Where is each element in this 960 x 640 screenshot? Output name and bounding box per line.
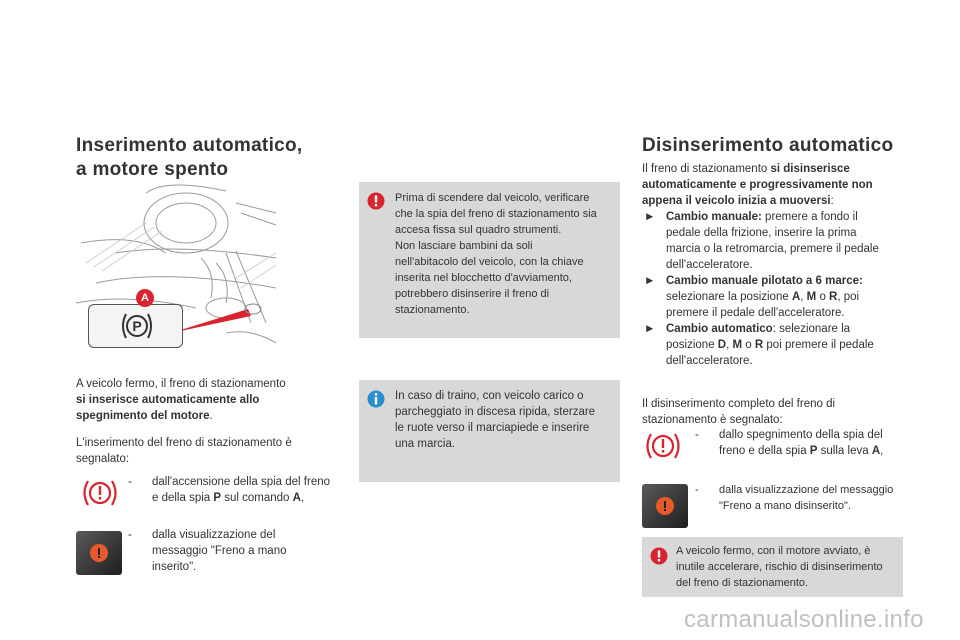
svg-text:P: P bbox=[132, 318, 142, 334]
text-line: premere a fondo il bbox=[761, 211, 858, 223]
text-line: una marcia. bbox=[395, 438, 456, 450]
left-item-2 bbox=[128, 527, 343, 575]
right-title: Disinserimento automatico bbox=[642, 135, 894, 156]
text-line: sul comando bbox=[221, 492, 293, 504]
text-line: si inserisce automaticamente allo bbox=[76, 394, 260, 406]
text-line: si disinserisce bbox=[770, 163, 850, 175]
right-item-1 bbox=[695, 427, 910, 459]
text-line: M bbox=[732, 339, 743, 351]
text-line: R bbox=[829, 291, 838, 303]
text-line: o bbox=[742, 339, 755, 351]
warning-text bbox=[395, 190, 615, 318]
text-line: pedale della frizione, inserire la prima bbox=[666, 227, 857, 239]
text-line: inutile accelerare, rischio di disinserimento bbox=[676, 561, 883, 573]
text-line: spegnimento del motore bbox=[76, 410, 210, 422]
text-line: appena il veicolo inizia a muoversi bbox=[642, 195, 831, 207]
text-line: M bbox=[806, 291, 817, 303]
bullet-automatic bbox=[642, 321, 912, 369]
text-line: L'inserimento del freno di stazionamento è bbox=[76, 437, 292, 449]
text-line: "Freno a mano disinserito". bbox=[719, 500, 851, 512]
text-line: marcia o la retromarcia, premere il pedale bbox=[666, 243, 879, 255]
watermark: carmanualsonline.info bbox=[684, 606, 924, 633]
warning-box-middle bbox=[359, 182, 620, 338]
text-line: inserita nel blocchetto d'avviamento, bbox=[395, 272, 572, 284]
dash: - bbox=[695, 484, 699, 496]
text-line: del freno di stazionamento. bbox=[676, 577, 809, 589]
text-line: dallo spegnimento della spia del bbox=[719, 429, 883, 441]
right-item-2 bbox=[695, 482, 910, 514]
info-text bbox=[395, 388, 617, 452]
text-line: parcheggiato in discesa ripida, sterzare bbox=[395, 406, 596, 418]
bullet-pilotato bbox=[642, 273, 912, 321]
text-line: , poi bbox=[837, 291, 860, 303]
text-line: selezionare la posizione bbox=[666, 291, 792, 303]
message-brake-icon bbox=[90, 544, 108, 562]
text-line: P bbox=[809, 445, 818, 457]
text-line: R bbox=[754, 339, 764, 351]
left-item-1 bbox=[128, 474, 343, 506]
text-line: A bbox=[871, 445, 881, 457]
text-line: dall'accensione della spia del freno bbox=[152, 476, 331, 488]
brake-warning-icon-right bbox=[643, 430, 683, 462]
text-line: poi premere il pedale bbox=[763, 339, 874, 351]
text-line: nell'abitacolo del veicolo, con la chiave bbox=[395, 256, 584, 268]
text-line: , bbox=[300, 492, 305, 504]
text-line: Cambio automatico bbox=[666, 323, 773, 335]
info-box-middle bbox=[359, 380, 620, 482]
text-line: : bbox=[830, 195, 834, 207]
right-intro bbox=[642, 161, 912, 209]
warning-box-right bbox=[642, 537, 903, 597]
callout-a-badge: A bbox=[136, 289, 154, 307]
text-line: freno e della spia bbox=[719, 445, 810, 457]
warning-text-right bbox=[676, 543, 901, 591]
right-bullet-list bbox=[642, 209, 912, 369]
text-line: D bbox=[717, 339, 727, 351]
text-line: le ruote verso il marciapiede e inserire bbox=[395, 422, 590, 434]
parking-brake-switch bbox=[88, 304, 183, 348]
text-line: accesa fissa sul quadro strumenti. bbox=[395, 224, 562, 236]
text-line: Il disinserimento completo del freno di bbox=[642, 398, 836, 410]
bullet-icon: ► bbox=[644, 275, 656, 287]
left-paragraph-2 bbox=[76, 435, 346, 467]
text-line: premere il pedale dell'acceleratore. bbox=[666, 307, 845, 319]
text-line: A veicolo fermo, con il motore avviato, è bbox=[676, 545, 871, 557]
bullet-manual bbox=[642, 209, 912, 273]
bullet-icon: ► bbox=[644, 211, 656, 223]
text-line: , bbox=[880, 445, 884, 457]
info-icon bbox=[367, 390, 385, 408]
text-line: In caso di traino, con veicolo carico o bbox=[395, 390, 584, 402]
text-line: , bbox=[800, 291, 807, 303]
text-line: dalla visualizzazione del messaggio bbox=[719, 484, 894, 496]
text-line: potrebbero disinserire il freno di bbox=[395, 288, 550, 300]
text-line: P bbox=[213, 492, 222, 504]
text-line: stazionamento è segnalato: bbox=[642, 414, 783, 426]
text-line: stazionamento. bbox=[395, 304, 470, 316]
text-line: . bbox=[209, 410, 213, 422]
text-line: messaggio "Freno a mano bbox=[152, 545, 287, 557]
dash: - bbox=[695, 429, 699, 441]
bullet-icon: ► bbox=[644, 323, 656, 335]
text-line: A bbox=[292, 492, 301, 504]
text-line: , bbox=[726, 339, 733, 351]
text-line: Cambio manuale: bbox=[666, 211, 762, 223]
left-title-line2: a motore spento bbox=[76, 159, 229, 180]
text-line: automaticamente e progressivamente non bbox=[642, 179, 873, 191]
dash: - bbox=[128, 529, 132, 541]
right-paragraph-2 bbox=[642, 396, 912, 428]
text-line: posizione bbox=[666, 339, 718, 351]
warning-exclamation-icon bbox=[650, 547, 668, 565]
text-line: : selezionare la bbox=[772, 323, 851, 335]
text-line: Non lasciare bambini da soli bbox=[395, 240, 533, 252]
text-line: Prima di scendere dal veicolo, verificare bbox=[395, 192, 590, 204]
text-line: e della spia bbox=[152, 492, 214, 504]
text-line: segnalato: bbox=[76, 453, 130, 465]
parking-brake-p-icon bbox=[119, 310, 155, 342]
text-line: Il freno di stazionamento bbox=[642, 163, 771, 175]
dash: - bbox=[128, 476, 132, 488]
warning-exclamation-icon bbox=[367, 192, 385, 210]
text-line: dalla visualizzazione del bbox=[152, 529, 276, 541]
message-brake-icon bbox=[656, 497, 674, 515]
text-line: Cambio manuale pilotato a 6 marce: bbox=[666, 275, 863, 287]
text-line: inserito". bbox=[152, 561, 197, 573]
text-line: A veicolo fermo, il freno di stazionamento bbox=[76, 378, 286, 390]
message-display-thumbnail-right bbox=[642, 484, 688, 528]
text-line: che la spia del freno di stazionamento sia bbox=[395, 208, 597, 220]
brake-warning-icon bbox=[80, 477, 120, 509]
message-display-thumbnail bbox=[76, 531, 122, 575]
left-paragraph-1 bbox=[76, 376, 346, 424]
text-line: dell'acceleratore. bbox=[666, 259, 753, 271]
text-line: A bbox=[791, 291, 801, 303]
text-line: o bbox=[816, 291, 830, 303]
text-line: sulla leva bbox=[817, 445, 872, 457]
text-line: dell'acceleratore. bbox=[666, 355, 753, 367]
left-title-line1: Inserimento automatico, bbox=[76, 135, 303, 156]
